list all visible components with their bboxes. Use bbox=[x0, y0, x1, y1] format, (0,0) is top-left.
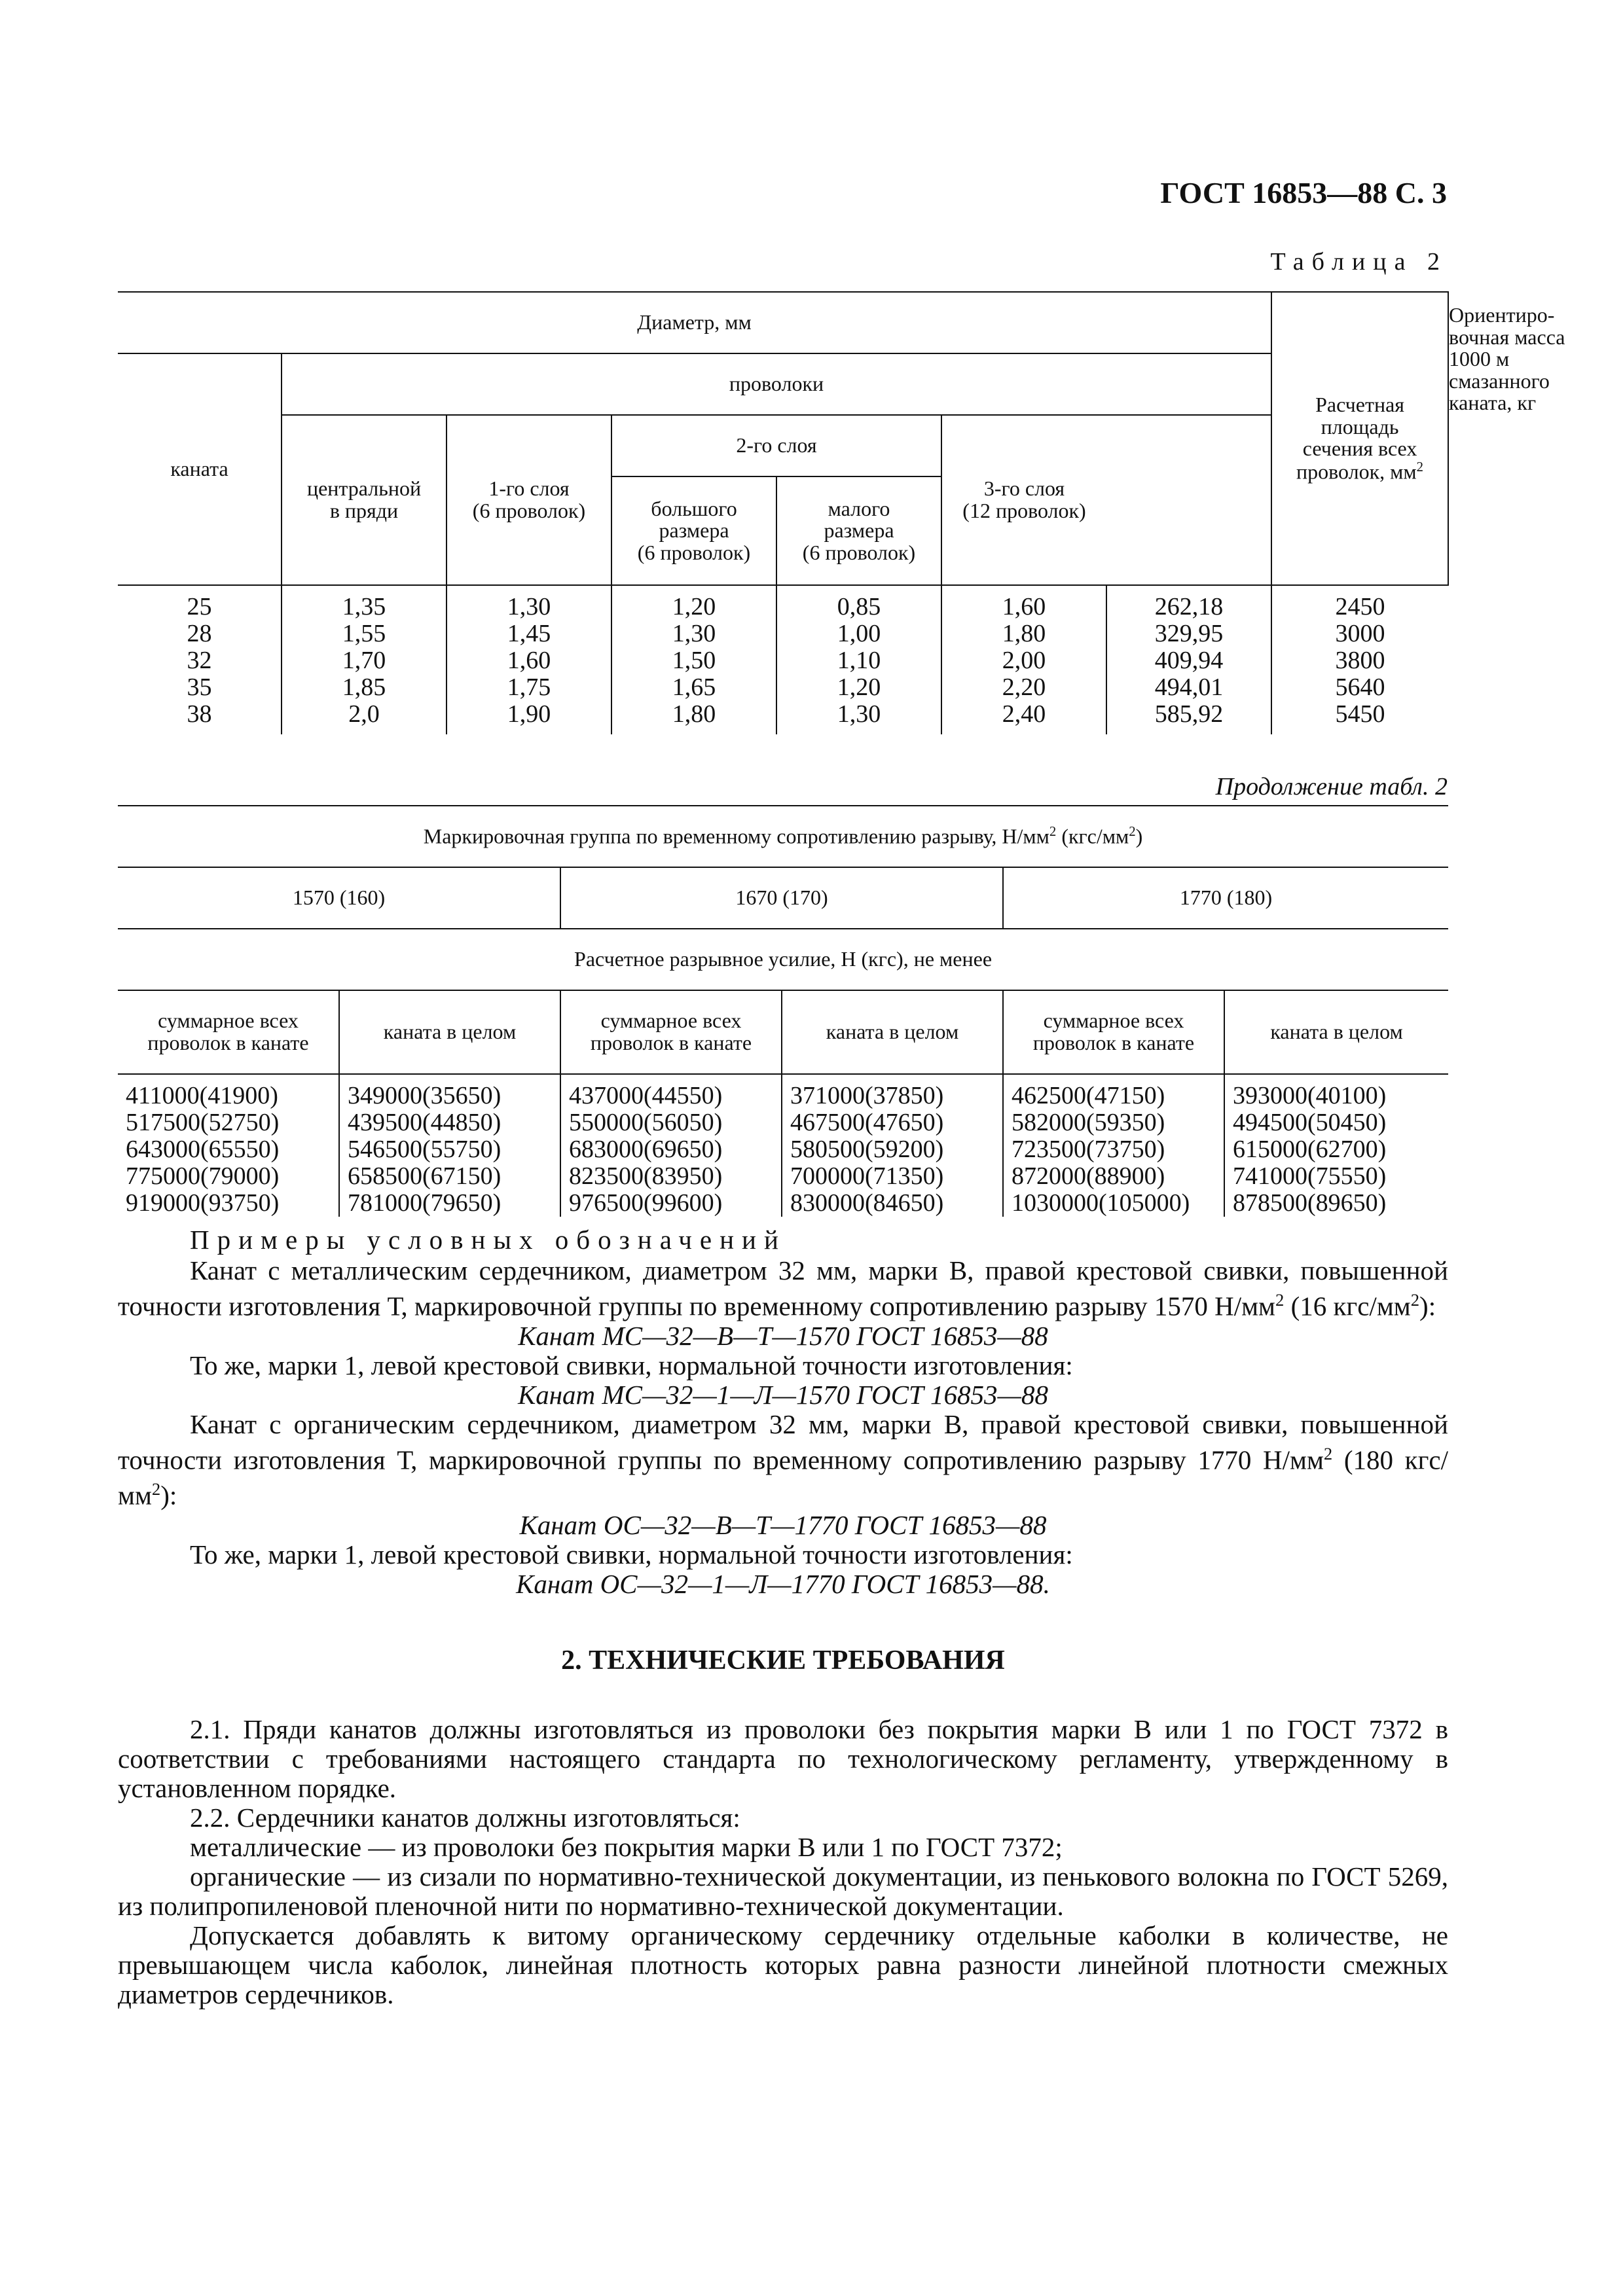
header-line: проволок, $мм^2$ bbox=[1296, 459, 1424, 484]
group-1770: 1770 (180) bbox=[1003, 867, 1448, 929]
table-cell: 1,90 bbox=[507, 700, 551, 728]
header-line: проволок в канате bbox=[590, 1031, 752, 1054]
table-cell: 32 bbox=[187, 647, 212, 674]
table-cell: 1,45 bbox=[507, 620, 551, 647]
rope-column bbox=[118, 585, 282, 734]
sum-header bbox=[118, 990, 339, 1074]
table-cell: 262,18 bbox=[1154, 593, 1224, 620]
table-cell: 35 bbox=[187, 673, 212, 701]
mass-column bbox=[1271, 585, 1448, 734]
table-cell: 615000(62700) bbox=[1233, 1136, 1387, 1163]
table-cell: 1,85 bbox=[342, 673, 386, 701]
big-column bbox=[611, 585, 776, 734]
header-line: проволок в канате bbox=[1032, 1031, 1195, 1054]
whole-header: каната в целом bbox=[339, 990, 560, 1074]
table-caption: Таблица 2 bbox=[1270, 248, 1448, 276]
table-cell: 1,20 bbox=[672, 593, 716, 620]
table-2-continuation-data-row bbox=[118, 1074, 1448, 1217]
layer3-header bbox=[941, 415, 1106, 585]
table-cell: 976500(99600) bbox=[569, 1189, 723, 1217]
header-line: суммарное всех bbox=[1043, 1009, 1184, 1033]
table-cell: 439500(44850) bbox=[348, 1109, 501, 1136]
table-cell: 1,30 bbox=[837, 700, 881, 728]
small-column bbox=[776, 585, 941, 734]
layer3-column bbox=[941, 585, 1106, 734]
table-cell: 781000(79650) bbox=[348, 1189, 501, 1217]
force-column bbox=[339, 1074, 560, 1217]
big-size-header bbox=[611, 476, 776, 585]
table-cell: 349000(35650) bbox=[348, 1082, 501, 1109]
table-2-continuation bbox=[118, 805, 1448, 1217]
examples-heading: Примеры условных обозначений bbox=[190, 1225, 786, 1255]
header-line: малого bbox=[828, 496, 890, 520]
header-line: сечения всех bbox=[1302, 437, 1417, 461]
table-cell: 411000(41900) bbox=[126, 1082, 278, 1109]
table-cell: 1,75 bbox=[507, 673, 551, 701]
table-cell: 5450 bbox=[1335, 700, 1385, 728]
force-column bbox=[118, 1074, 339, 1217]
sum-header bbox=[560, 990, 782, 1074]
table-2-data-row bbox=[118, 585, 1448, 734]
layer1-column bbox=[447, 585, 611, 734]
table-cell: 462500(47150) bbox=[1012, 1082, 1165, 1109]
table-cell: 2,40 bbox=[1002, 700, 1046, 728]
rope-header: каната bbox=[170, 457, 228, 481]
header-line: размера bbox=[659, 518, 729, 543]
table-cell: 1,50 bbox=[672, 647, 716, 674]
table-cell: 878500(89650) bbox=[1233, 1189, 1387, 1217]
force-column bbox=[560, 1074, 782, 1217]
table-cell: 1,80 bbox=[672, 700, 716, 728]
table-cell: 1,30 bbox=[507, 593, 551, 620]
table-cell: 409,94 bbox=[1154, 647, 1224, 674]
table-cell: 2,20 bbox=[1002, 673, 1046, 701]
group-1570: 1570 (160) bbox=[118, 867, 560, 929]
designation-example: Канат ОС—32—В—Т—1770 ГОСТ 16853—88 bbox=[519, 1509, 1047, 1540]
table-2: Диаметр, мм Расчетная площадь сечения всех проволок, $мм^2$ Ориентиро- вочная масса 1000 м смазанного каната, кг каната проволоки центральной в пряди 1-го слоя (6 проволок) 2-го слоя 3-го слоя (12 проволок) большого размера (6 проволок) малого размера (6 проволок) 25 28 32 35 38 1,35 1,55 1,70 1,85 2,0 1,30 1,45 1,60 1,75 1,90 1,20 1,30 1,50 1,65 1,80 0,85 1,00 1,10 1,20 1,30 1,60 1,80 2,00 2,20 2,40 262,18 329,95 409,94 494,01 585,92 2450 3000 3800 5640 5450 bbox=[118, 291, 1448, 734]
designation-example: Канат ОС—32—1—Л—1770 ГОСТ 16853—88. bbox=[516, 1568, 1050, 1599]
table-cell: 1,10 bbox=[837, 647, 881, 674]
table-cell: 393000(40100) bbox=[1233, 1082, 1387, 1109]
table-cell: 329,95 bbox=[1154, 620, 1224, 647]
table-cell: 1,80 bbox=[1002, 620, 1046, 647]
table-cell: 1,60 bbox=[1002, 593, 1046, 620]
clause-2-2-metal: металлические — из проволоки без покрытия марки В или 1 по ГОСТ 7372; bbox=[190, 1831, 1063, 1862]
table-cell: 38 bbox=[187, 700, 212, 728]
header-line: проволок в канате bbox=[147, 1031, 309, 1054]
layer2-header: 2-го слоя bbox=[611, 415, 941, 476]
table-cell: 658500(67150) bbox=[348, 1162, 501, 1190]
group-header: Маркировочная группа по временному сопротивлению разрыву, $Н/мм^2$ $(кгс/мм^2)$ bbox=[118, 806, 1448, 867]
table-cell: 2,00 bbox=[1002, 647, 1046, 674]
header-line: центральной bbox=[306, 476, 422, 501]
table-cell: 1,55 bbox=[342, 620, 386, 647]
table-cell: 467500(47650) bbox=[790, 1109, 944, 1136]
table-cell: 1,00 bbox=[837, 620, 881, 647]
header-line: (6 проволок) bbox=[802, 540, 916, 564]
table-cell: 371000(37850) bbox=[790, 1082, 944, 1109]
example-paragraph: Канат с металлическим сердечником, диаметром 32 мм, марки В, правой крестовой свивки, повышенной точности изготовления Т, маркировочной группы по временному сопротивлению разрыву 1570 $Н/мм^2$ (16 кгс/$мм^2$): bbox=[118, 1255, 1448, 1321]
header-line: (6 проволок) bbox=[637, 540, 751, 564]
example-paragraph: Канат с органическим сердечником, диаметром 32 мм, марки В, правой крестовой свивки, повышенной точности изготовления Т, маркировочной группы по временному сопротивлению разрыву 1770 $Н/мм^2$ (180 кгс/$мм^2$): bbox=[118, 1408, 1448, 1511]
diameter-header: Диаметр, мм bbox=[118, 292, 1271, 353]
whole-header: каната в целом bbox=[1224, 990, 1448, 1074]
table-cell: 775000(79000) bbox=[126, 1162, 280, 1190]
table-cell: 1,35 bbox=[342, 593, 386, 620]
page-header: ГОСТ 16853—88 С. 3 bbox=[1160, 176, 1447, 209]
table-cell: 585,92 bbox=[1154, 700, 1224, 728]
header-line: суммарное всех bbox=[158, 1009, 299, 1033]
header-line: 3-го слоя bbox=[983, 476, 1065, 501]
table-cell: 1,30 bbox=[672, 620, 716, 647]
designation-example: Канат МС—32—1—Л—1570 ГОСТ 16853—88 bbox=[517, 1379, 1048, 1410]
area-column bbox=[1106, 585, 1271, 734]
table-cell: 823500(83950) bbox=[569, 1162, 723, 1190]
header-line: 1-го слоя bbox=[488, 476, 570, 501]
group-1670: 1670 (170) bbox=[560, 867, 1003, 929]
table-cell: 1,70 bbox=[342, 647, 386, 674]
header-line: большого bbox=[651, 496, 737, 520]
examples-block bbox=[118, 1225, 1448, 2009]
table-cell: 3800 bbox=[1335, 647, 1385, 674]
table-cell: 872000(88900) bbox=[1012, 1162, 1165, 1190]
small-size-header bbox=[776, 476, 941, 585]
table-cell: 25 bbox=[187, 593, 212, 620]
table-cell: 582000(59350) bbox=[1012, 1109, 1165, 1136]
table-cell: 437000(44550) bbox=[569, 1082, 723, 1109]
table-cell: 494,01 bbox=[1154, 673, 1224, 701]
force-column bbox=[1003, 1074, 1224, 1217]
force-column bbox=[1224, 1074, 1448, 1217]
table-cell: 5640 bbox=[1335, 673, 1385, 701]
table-cell: 1,20 bbox=[837, 673, 881, 701]
table-cell: 546500(55750) bbox=[348, 1136, 501, 1163]
header-line: суммарное всех bbox=[600, 1009, 742, 1033]
table-cell: 517500(52750) bbox=[126, 1109, 280, 1136]
header-line: площадь bbox=[1321, 414, 1399, 439]
header-line: размера bbox=[824, 518, 894, 543]
clause-2-3: Допускается добавлять к витому органическому сердечнику отдельные каболки в количестве, не превышающем числа каболок, линейная плотность которых равна разности линейной плотности смежных диаметров сердечников. bbox=[118, 1920, 1448, 2009]
header-line: (12 проволок) bbox=[962, 499, 1086, 522]
table-cell: 643000(65550) bbox=[126, 1136, 280, 1163]
table-cell: 0,85 bbox=[837, 593, 881, 620]
wires-header: проволоки bbox=[282, 353, 1271, 415]
clause-2-2: 2.2. Сердечники канатов должны изготовляться: bbox=[190, 1802, 740, 1833]
header-line: (6 проволок) bbox=[472, 499, 586, 522]
area-header bbox=[1271, 292, 1448, 585]
table-continuation-caption: Продолжение табл. 2 bbox=[1215, 773, 1448, 800]
table-cell: 580500(59200) bbox=[790, 1136, 944, 1163]
table-cell: 2,0 bbox=[348, 700, 380, 728]
table-cell: 28 bbox=[187, 620, 212, 647]
clause-2-2-organic: органические — из сизали по нормативно-технической документации, из пенькового волокна по ГОСТ 5269, из полипропиленовой пленочной нити по нормативно-технической документации. bbox=[118, 1861, 1448, 1921]
table-cell: 830000(84650) bbox=[790, 1189, 944, 1217]
force-header: Расчетное разрывное усилие, Н (кгс), не менее bbox=[118, 929, 1448, 990]
sum-header bbox=[1003, 990, 1224, 1074]
designation-example: Канат МС—32—В—Т—1570 ГОСТ 16853—88 bbox=[518, 1320, 1048, 1351]
table-cell: 2450 bbox=[1335, 593, 1385, 620]
header-line: в пряди bbox=[329, 499, 399, 522]
table-cell: 494500(50450) bbox=[1233, 1109, 1387, 1136]
header-line: Расчетная bbox=[1315, 392, 1404, 416]
layer1-header bbox=[447, 415, 611, 585]
table-cell: 550000(56050) bbox=[569, 1109, 723, 1136]
table-cell: 3000 bbox=[1335, 620, 1385, 647]
table-cell: 1,65 bbox=[672, 673, 716, 701]
example-paragraph: То же, марки 1, левой крестовой свивки, нормальной точности изготовления: bbox=[190, 1350, 1073, 1380]
whole-header: каната в целом bbox=[782, 990, 1003, 1074]
central-header bbox=[282, 415, 447, 585]
table-cell: 683000(69650) bbox=[569, 1136, 723, 1163]
table-cell: 723500(73750) bbox=[1012, 1136, 1165, 1163]
table-cell: 741000(75550) bbox=[1233, 1162, 1387, 1190]
table-cell: 700000(71350) bbox=[790, 1162, 944, 1190]
table-cell: 1030000(105000) bbox=[1012, 1189, 1190, 1217]
force-column bbox=[782, 1074, 1003, 1217]
clause-2-1: 2.1. Пряди канатов должны изготовляться из проволоки без покрытия марки В или 1 по ГОСТ 7372 в соответствии с требованиями настоящего стандарта по технологическому регламенту, утвержденному в установленном порядке. bbox=[118, 1713, 1448, 1803]
example-paragraph: То же, марки 1, левой крестовой свивки, нормальной точности изготовления: bbox=[190, 1539, 1073, 1570]
table-cell: 1,60 bbox=[507, 647, 551, 674]
central-column bbox=[282, 585, 447, 734]
table-cell: 919000(93750) bbox=[126, 1189, 280, 1217]
section-title: 2. ТЕХНИЧЕСКИЕ ТРЕБОВАНИЯ bbox=[561, 1645, 1005, 1676]
